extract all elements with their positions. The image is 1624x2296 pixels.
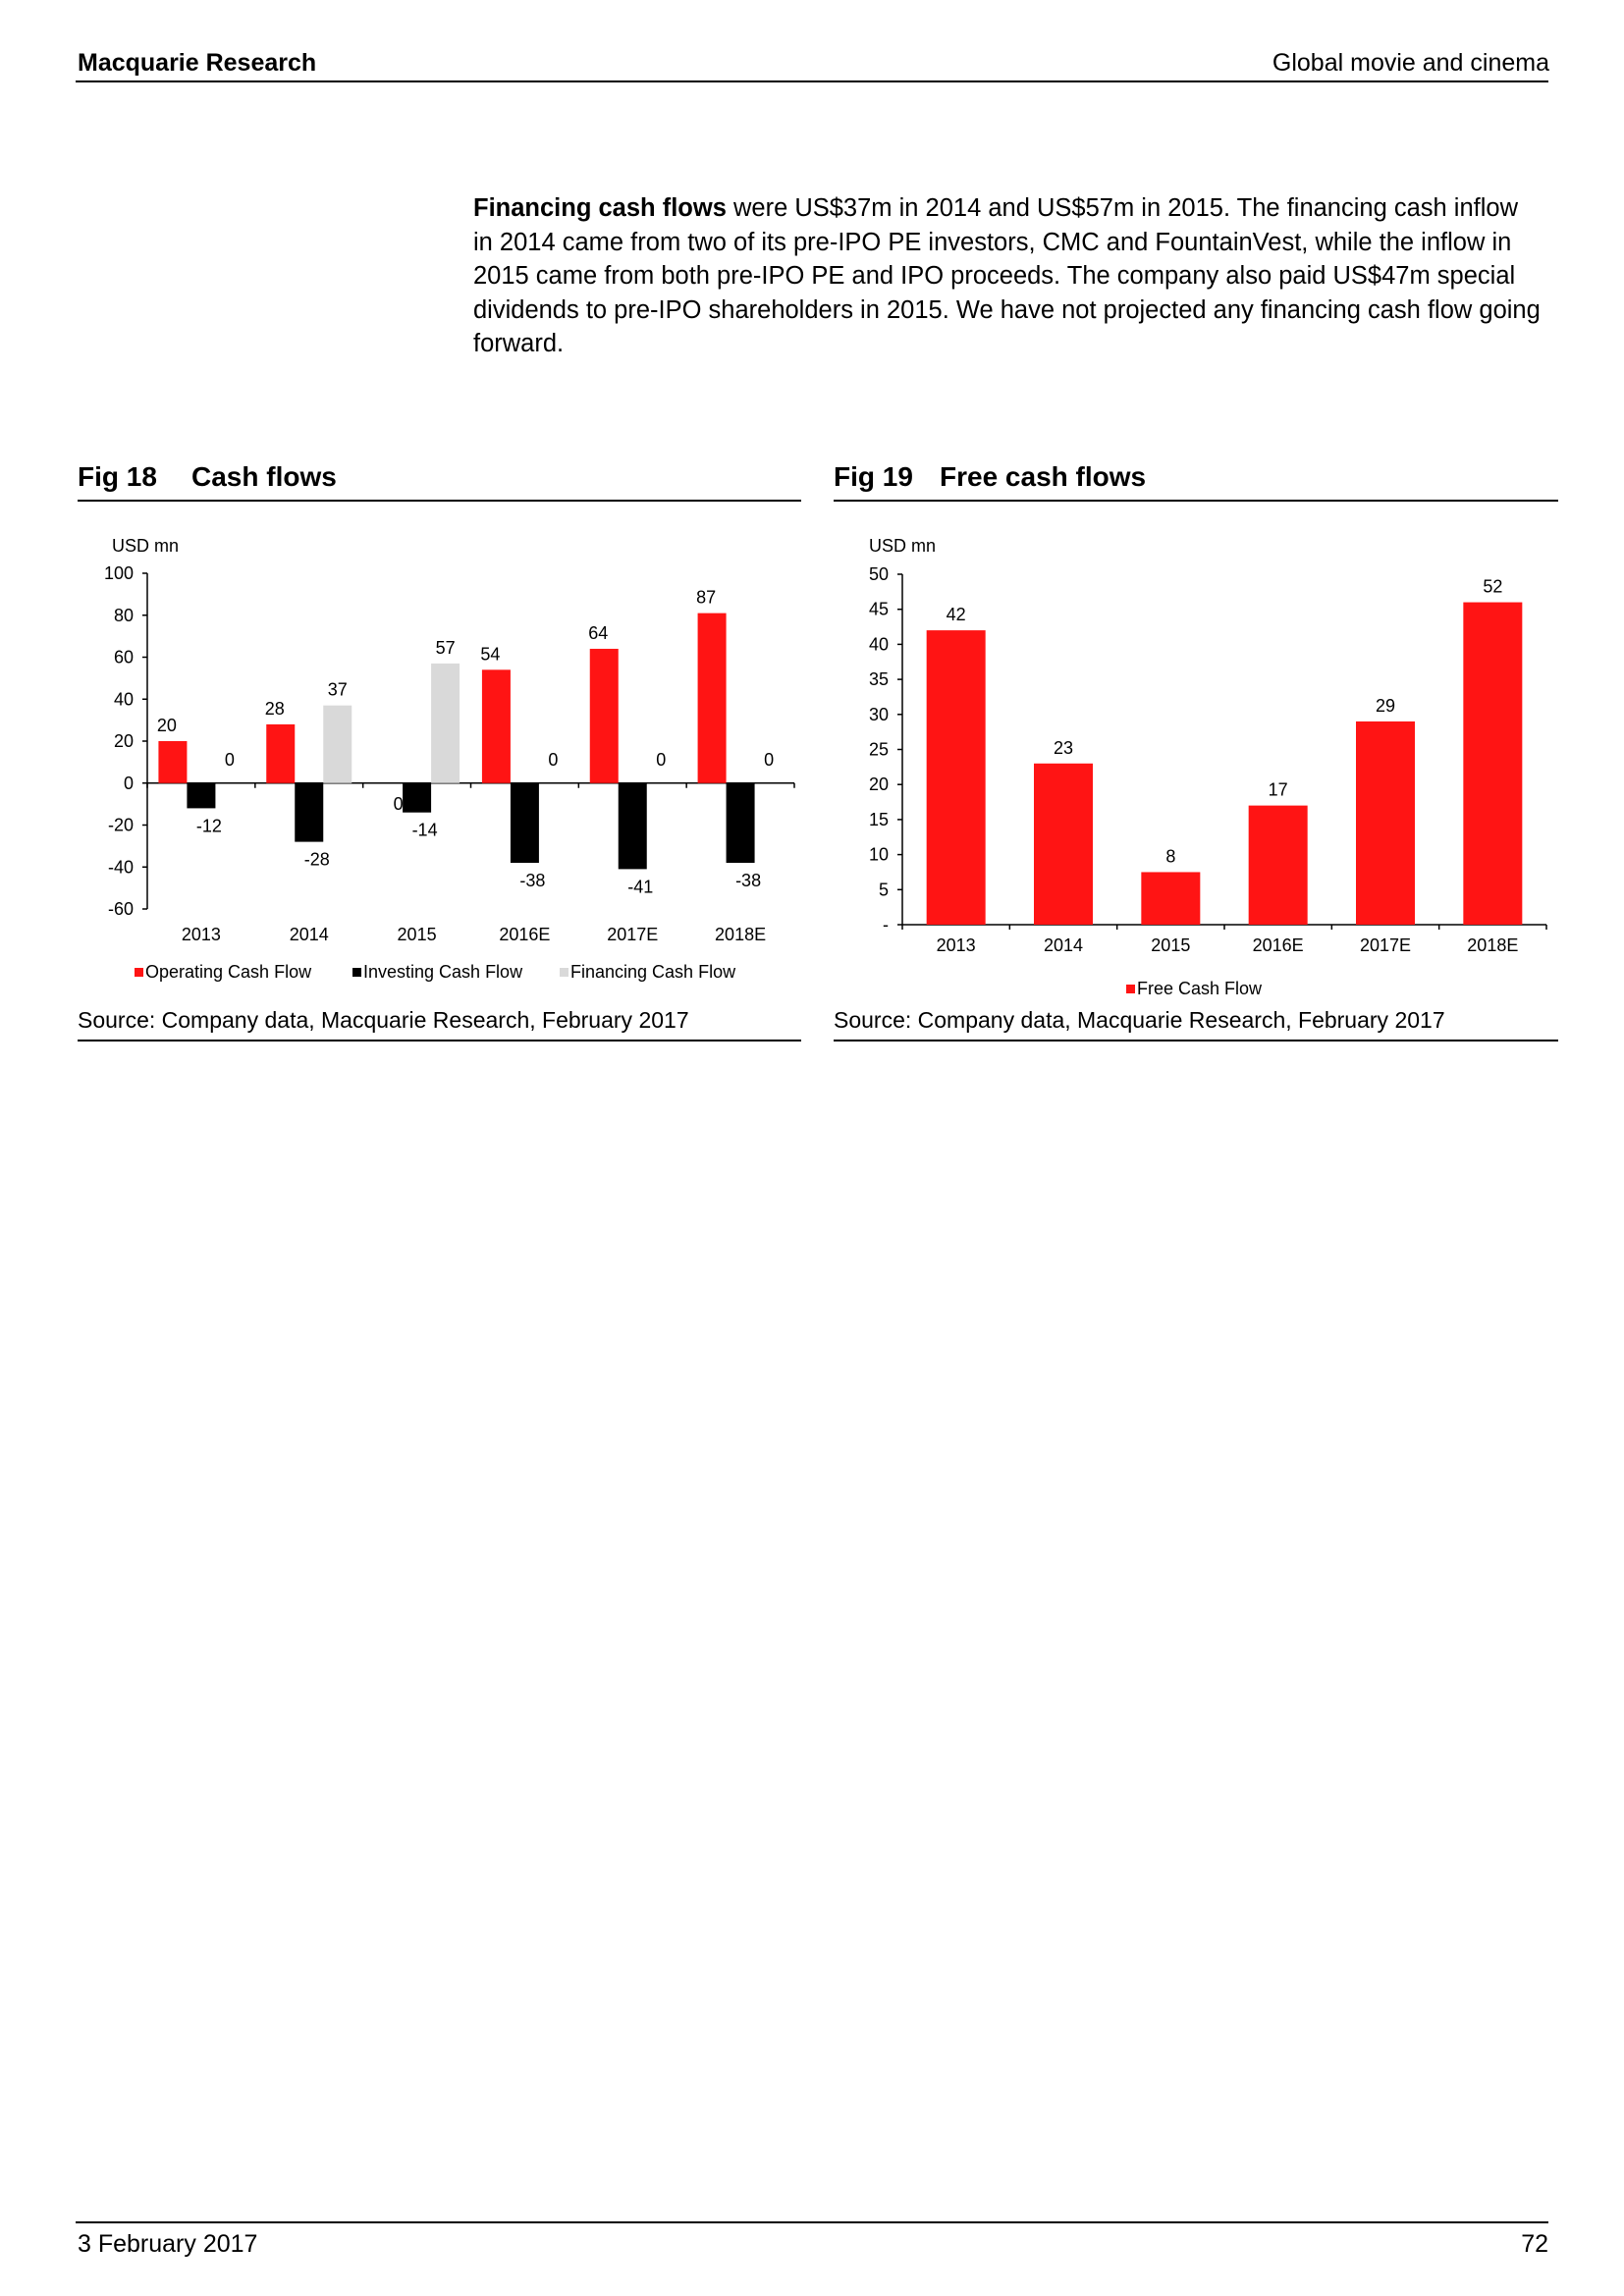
data-label: 87 <box>696 587 717 608</box>
data-label: -12 <box>195 816 222 836</box>
data-label: 64 <box>588 622 609 643</box>
y-tick-label: 15 <box>868 809 889 829</box>
legend-label: Financing Cash Flow <box>570 962 736 982</box>
y-tick-label: 45 <box>868 599 889 619</box>
bar-operating-cash-flow <box>698 614 727 783</box>
data-label: 0 <box>548 749 559 770</box>
data-label: 54 <box>480 644 501 665</box>
y-tick-label: 5 <box>878 880 889 900</box>
fig18-title <box>78 461 337 493</box>
data-label: 37 <box>327 679 348 700</box>
data-label: 28 <box>264 698 285 719</box>
data-label: 23 <box>1053 737 1074 758</box>
y-tick-label: -20 <box>107 815 134 835</box>
y-tick-label: 20 <box>113 731 134 751</box>
bar-investing-cash-flow <box>403 783 431 813</box>
legend-swatch <box>352 968 361 977</box>
y-tick-label: 0 <box>123 773 134 793</box>
legend-swatch <box>560 968 568 977</box>
y-tick-label: 50 <box>868 564 889 584</box>
data-label: 8 <box>1165 846 1176 867</box>
legend-swatch <box>135 968 143 977</box>
data-label: 17 <box>1268 779 1288 800</box>
y-axis-title: USD mn <box>869 536 937 556</box>
fig18-title-rule <box>78 500 801 502</box>
x-category-label: 2017E <box>607 925 659 944</box>
data-label: -38 <box>735 870 762 890</box>
y-tick-label: 10 <box>868 844 889 865</box>
data-label: 42 <box>946 605 966 625</box>
bar-financing-cash-flow <box>431 664 460 783</box>
bar-operating-cash-flow <box>482 669 511 782</box>
data-label: -41 <box>627 877 654 897</box>
bar-investing-cash-flow <box>727 783 755 863</box>
legend-label: Operating Cash Flow <box>145 962 312 982</box>
bar-investing-cash-flow <box>295 783 323 842</box>
y-tick-label: -40 <box>107 857 134 878</box>
fig18-source-rule <box>78 1040 801 1041</box>
x-category-label: 2018E <box>715 925 767 944</box>
x-category-label: 2013 <box>181 925 221 944</box>
x-category-label: 2014 <box>289 925 329 944</box>
legend-label: Investing Cash Flow <box>363 962 523 982</box>
fig18-title-text: Cash flows <box>191 461 337 492</box>
data-label: 0 <box>224 749 235 770</box>
fig19-title-rule <box>834 500 1558 502</box>
footer-rule <box>76 2221 1548 2223</box>
bar-free-cash-flow <box>927 630 986 925</box>
x-category-label: 2016E <box>499 925 551 944</box>
free-cash-flows-chart <box>834 530 1558 1001</box>
x-category-label: 2014 <box>1043 935 1084 955</box>
bar-free-cash-flow <box>1034 764 1093 925</box>
y-tick-label: - <box>883 915 889 934</box>
y-tick-label: 35 <box>868 669 889 690</box>
x-category-label: 2013 <box>936 935 976 955</box>
data-label: -38 <box>519 870 546 890</box>
y-tick-label: 100 <box>103 563 134 583</box>
data-label: 57 <box>435 637 456 658</box>
bar-operating-cash-flow <box>266 724 295 783</box>
footer-page-number: 72 <box>1521 2230 1548 2258</box>
y-tick-label: 20 <box>868 774 889 795</box>
y-tick-label: 40 <box>868 634 889 655</box>
fig19-title-text: Free cash flows <box>940 461 1147 492</box>
x-category-label: 2018E <box>1467 935 1519 955</box>
data-label: -14 <box>411 820 438 840</box>
body-paragraph <box>473 191 1543 361</box>
bar-free-cash-flow <box>1463 603 1522 925</box>
bar-operating-cash-flow <box>590 649 619 783</box>
header-right: Global movie and cinema <box>1272 49 1549 77</box>
y-tick-label: 60 <box>113 647 134 667</box>
footer-date: 3 February 2017 <box>78 2230 258 2258</box>
fig18-source: Source: Company data, Macquarie Research, February 2017 <box>78 1007 689 1033</box>
bar-financing-cash-flow <box>323 706 352 783</box>
bar-free-cash-flow <box>1249 806 1308 925</box>
bar-operating-cash-flow <box>158 741 187 783</box>
y-axis-title: USD mn <box>112 536 180 556</box>
data-label: 0 <box>656 749 667 770</box>
header-rule <box>76 80 1548 82</box>
data-label: 52 <box>1483 576 1503 597</box>
y-tick-label: 25 <box>868 739 889 760</box>
y-tick-label: 80 <box>113 605 134 625</box>
data-label: 29 <box>1375 695 1396 716</box>
data-label: -28 <box>303 849 330 870</box>
bar-investing-cash-flow <box>187 783 215 809</box>
cash-flows-chart <box>78 530 801 996</box>
body-lead: Financing cash flows <box>473 194 727 222</box>
x-category-label: 2016E <box>1252 935 1304 955</box>
fig19-number: Fig 19 <box>834 461 913 492</box>
data-label: 20 <box>156 716 177 735</box>
legend-label: Free Cash Flow <box>1137 979 1263 998</box>
y-tick-label: 30 <box>868 704 889 724</box>
fig19-source-rule <box>834 1040 1558 1041</box>
bar-investing-cash-flow <box>511 783 539 863</box>
header-left: Macquarie Research <box>78 49 317 77</box>
body-text: were US$37m in 2014 and US$57m in 2015. The financing cash inflow in 2014 came from two of its pre-IPO PE investors, CMC and FountainVest, while the inflow in 2015 came from both pre-IPO PE and IPO proceeds. The company also paid US$47m special dividends to pre-IPO shareholders in 2015. We have not projected any financing cash flow going forward. <box>473 194 1541 357</box>
fig19-title <box>834 461 1146 493</box>
fig19-source: Source: Company data, Macquarie Research, February 2017 <box>834 1007 1445 1033</box>
data-label: 0 <box>393 793 404 814</box>
x-category-label: 2015 <box>1151 935 1191 955</box>
y-tick-label: -60 <box>107 899 134 919</box>
data-label: 0 <box>764 749 775 770</box>
legend-swatch <box>1126 985 1135 993</box>
bar-free-cash-flow <box>1141 872 1200 925</box>
fig18-number: Fig 18 <box>78 461 157 492</box>
x-category-label: 2017E <box>1359 935 1412 955</box>
bar-free-cash-flow <box>1356 721 1415 925</box>
bar-investing-cash-flow <box>619 783 647 870</box>
x-category-label: 2015 <box>397 925 437 944</box>
y-tick-label: 40 <box>113 689 134 710</box>
